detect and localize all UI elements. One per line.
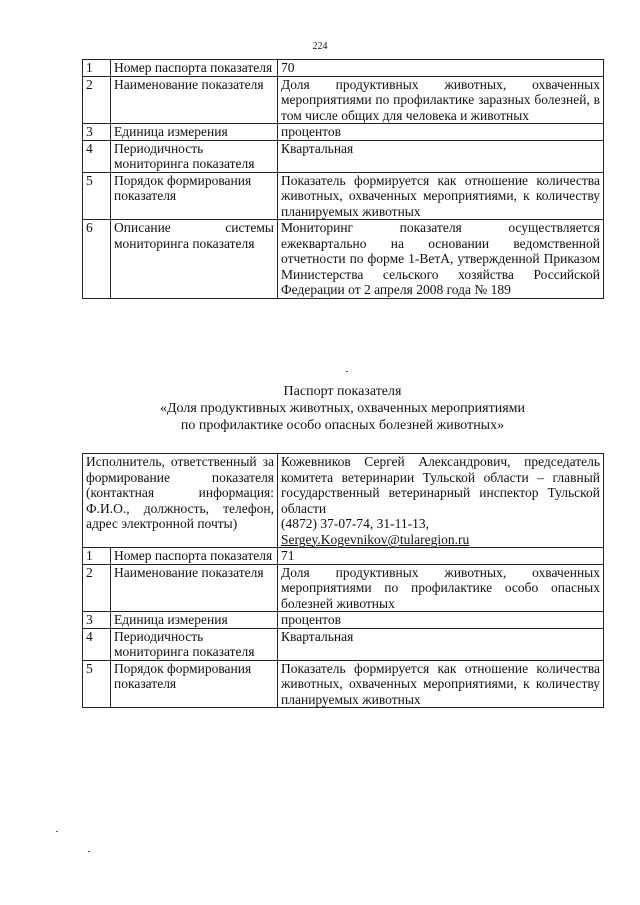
- table-row: [83, 60, 604, 77]
- row-value: Показатель формируется как отношение количества животных, охваченных мероприятиями, к количеству планируемых животных: [278, 172, 604, 220]
- passport-title: [82, 383, 603, 434]
- table-row: [83, 548, 604, 565]
- table-row: [83, 564, 604, 612]
- row-number: 1: [83, 60, 111, 77]
- row-value: Квартальная: [278, 628, 604, 660]
- scan-speck: [346, 371, 348, 372]
- row-value: Мониторинг показателя осуществляется ежеквартально на основании ведомственной отчетности по форме 1-ВетА, утвержденной Приказом Министерства сельского хозяйства Российской Федерации от 2 апреля 2008 года № 189: [278, 220, 604, 299]
- executor-email: Sergey.Kogevnikov@tularegion.ru: [281, 531, 470, 547]
- row-value: процентов: [278, 124, 604, 141]
- table-row: [83, 220, 604, 299]
- scan-speck: [56, 831, 58, 832]
- row-number: 4: [83, 628, 111, 660]
- row-number: 4: [83, 140, 111, 172]
- row-label: Порядок формирования показателя: [111, 660, 278, 708]
- row-value: Доля продуктивных животных, охваченных мероприятиями по профилактике особо опасных болезней животных: [278, 564, 604, 612]
- row-number: 2: [83, 76, 111, 124]
- row-number: 5: [83, 660, 111, 708]
- row-number: 3: [83, 124, 111, 141]
- row-label: Наименование показателя: [111, 564, 278, 612]
- row-value: 70: [278, 60, 604, 77]
- table-row: [83, 612, 604, 629]
- row-label: Номер паспорта показателя: [111, 548, 278, 565]
- row-value: Доля продуктивных животных, охваченных мероприятиями по профилактике заразных болезней, в том числе общих для человека и животных: [278, 76, 604, 124]
- row-number: 1: [83, 548, 111, 565]
- executor-value: [278, 454, 604, 548]
- executor-phone: (4872) 37-07-74, 31-11-13,: [281, 516, 429, 531]
- passport-title-line: по профилактике особо опасных болезней животных»: [180, 418, 505, 433]
- passport-title-line: «Доля продуктивных животных, охваченных мероприятиями: [159, 401, 526, 416]
- table-row: [83, 124, 604, 141]
- row-value: процентов: [278, 612, 604, 629]
- scan-speck: [88, 851, 90, 852]
- table-row: [83, 628, 604, 660]
- row-number: 3: [83, 612, 111, 629]
- table-row: [83, 660, 604, 708]
- executor-label: Исполнитель, ответственный за формирование показателя (контактная информация: Ф.И.О., должность, телефон, адрес электронной почты): [83, 454, 278, 548]
- row-number: 5: [83, 172, 111, 220]
- executor-row: [83, 454, 604, 548]
- row-label: Единица измерения: [111, 612, 278, 629]
- row-value: 71: [278, 548, 604, 565]
- row-number: 6: [83, 220, 111, 299]
- row-value: Квартальная: [278, 140, 604, 172]
- row-value: Показатель формируется как отношение количества животных, охваченных мероприятиями, к количеству планируемых животных: [278, 660, 604, 708]
- table-row: [83, 172, 604, 220]
- row-label: Единица измерения: [111, 124, 278, 141]
- table-row: [83, 76, 604, 124]
- passport-title-line: Паспорт показателя: [283, 384, 402, 399]
- row-label: Описание системы мониторинга показателя: [111, 220, 278, 299]
- row-label: Наименование показателя: [111, 76, 278, 124]
- page-number: 224: [312, 41, 328, 52]
- passport-table-70: [82, 59, 604, 299]
- row-number: 2: [83, 564, 111, 612]
- row-label: Периодичность мониторинга показателя: [111, 628, 278, 660]
- table-row: [83, 140, 604, 172]
- row-label: Периодичность мониторинга показателя: [111, 140, 278, 172]
- row-label: Номер паспорта показателя: [111, 60, 278, 77]
- executor-name: Кожевников Сергей Александрович, председатель комитета ветеринарии Тульской области – главный государственный ветеринарный инспектор Тульской области: [281, 454, 601, 516]
- row-label: Порядок формирования показателя: [111, 172, 278, 220]
- passport-table-71: [82, 453, 604, 708]
